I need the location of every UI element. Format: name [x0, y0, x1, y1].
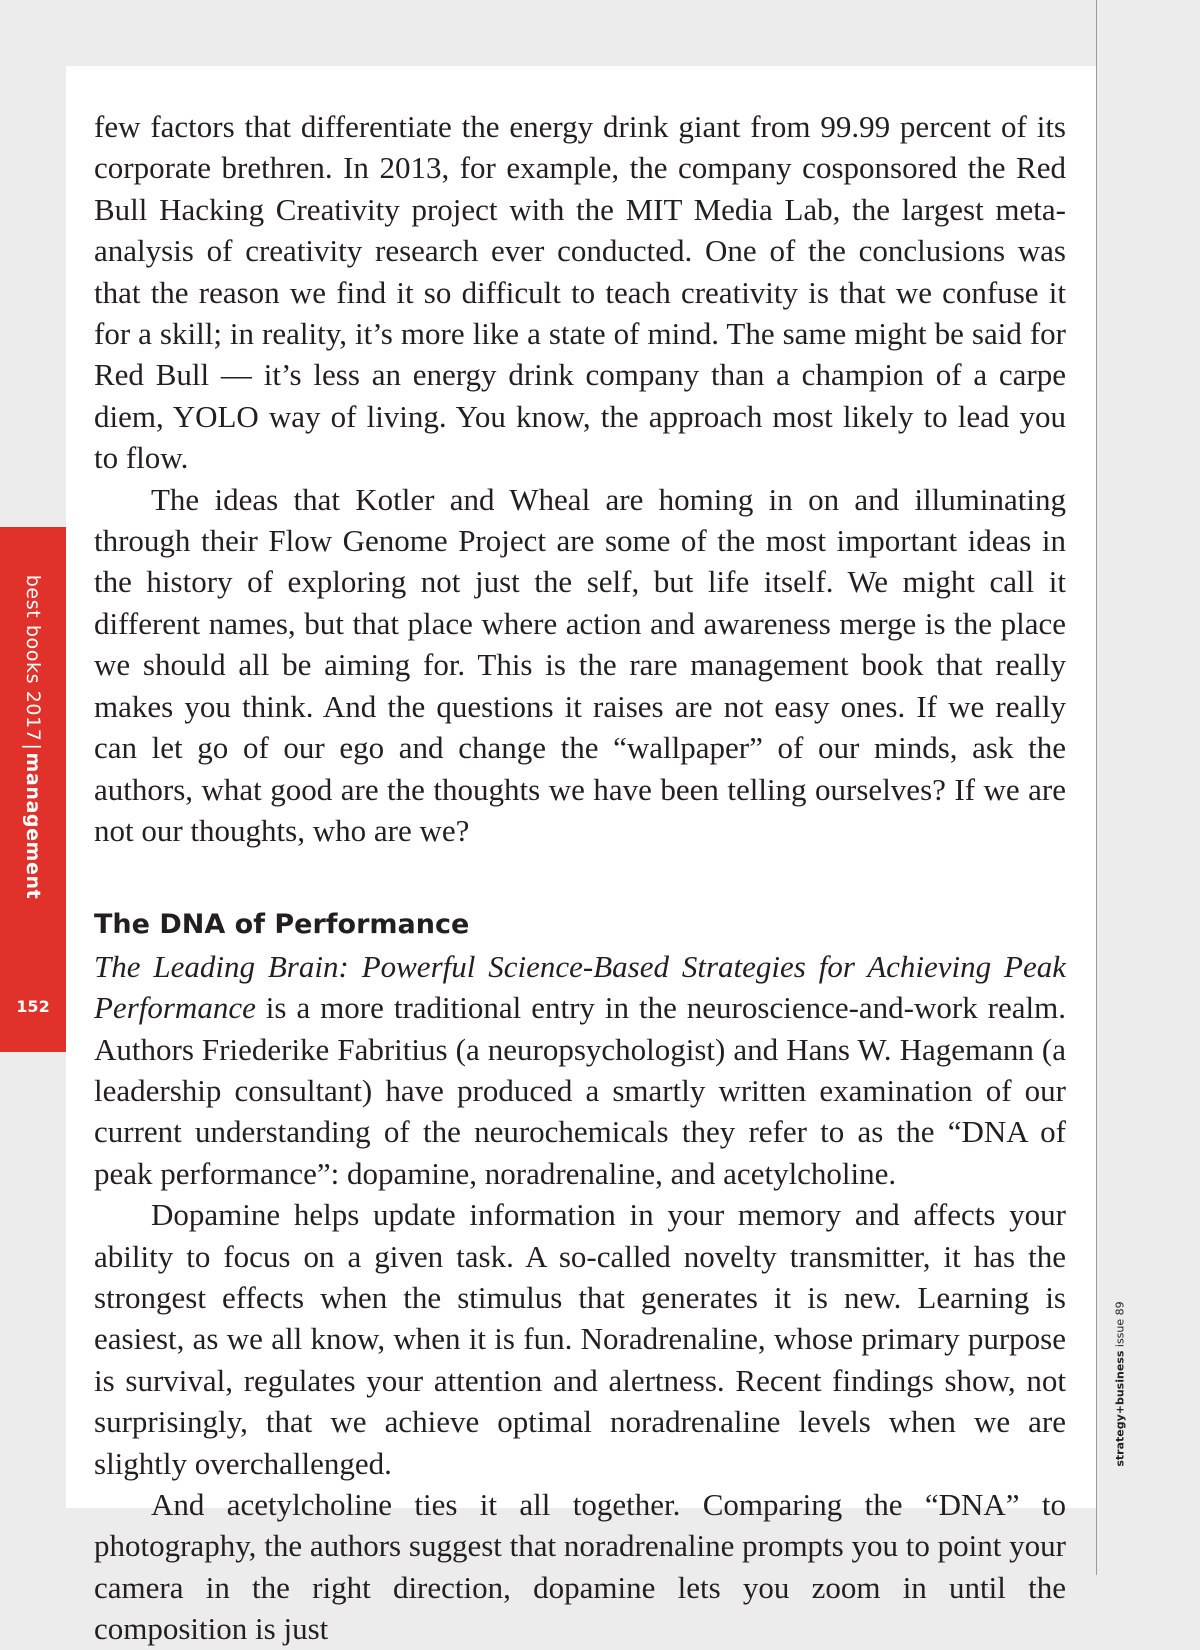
paragraph-1: few factors that differentiate the energy drink giant from 99.99 percent of its corporate brethren. In 2013, for example, the company cosponsored the Red Bull Hacking Creativity project with the MIT Media Lab, the largest meta-analysis of creativity research ever conducted. One of the conclusions was that the reason we find it so difficult to teach creativity is that we confuse it for a skill; in reality, it’s more like a state of mind. The same might be said for Red Bull — it’s less an energy drink company than a champion of a carpe diem, YOLO way of living. You know, the approach most likely to lead you to flow.: [94, 109, 1066, 476]
paragraph-5: And acetylcholine ties it all together. Comparing the “DNA” to photography, the authors suggest that noradrenaline prompts you to point your camera in the right direction, dopamine lets you zoom in until the composition is just: [94, 1487, 1066, 1647]
publication-footer: [1114, 1301, 1127, 1466]
article-body: [94, 106, 1066, 1650]
paragraph-4: Dopamine helps update information in your memory and affects your ability to focus on a given task. A so-called novelty transmitter, it has the strongest effects when the stimulus that generates it is new. Learning is easiest, as we all know, when it is fun. Noradrenaline, whose primary purpose is survival, regulates your attention and alertness. Recent findings show, not surprisingly, that we achieve optimal noradrenaline levels when we are slightly overchallenged.: [94, 1197, 1066, 1481]
section-heading: The DNA of Performance: [94, 909, 470, 941]
section-separator: |: [22, 743, 44, 751]
issue-number: issue 89: [1113, 1301, 1127, 1348]
paragraph-2: The ideas that Kotler and Wheal are homing in on and illuminating through their Flow Genome Project are some of the most important ideas in the history of exploring not just the self, but life itself. We might call it different names, but that place where action and awareness merge is the place we should all be aiming for. This is the rare management book that really makes you think. And the questions it raises are not easy ones. If we really can let go of our ego and change the “wallpaper” of our minds, ask the authors, what good are the thoughts we have been telling ourselves? If we are not our thoughts, who are we?: [94, 481, 1066, 848]
page-number: 152: [16, 997, 50, 1016]
section-name: management: [22, 752, 44, 900]
publication-name: strategy+business: [1113, 1350, 1127, 1467]
paragraph-3-text: is a more traditional entry in the neuroscience-and-work realm. Authors Friederike Fabritius (a neuropsychologist) and Hans W. Hagemann (a leadership consultant) have produced a smartly written examination of our current understanding of the neurochemicals they refer to as the “DNA of peak performance”: dopamine, noradrenaline, and acetylcholine.: [94, 990, 1066, 1191]
section-tab-label: [22, 575, 44, 900]
page-edge-rule: [1096, 0, 1097, 1575]
paragraph-3: [94, 946, 1066, 1194]
book-title: The Leading Brain: Powerful Science-Based Strategies for Achieving Peak Performance: [94, 948, 1066, 1026]
section-prefix: best books 2017: [22, 574, 44, 742]
